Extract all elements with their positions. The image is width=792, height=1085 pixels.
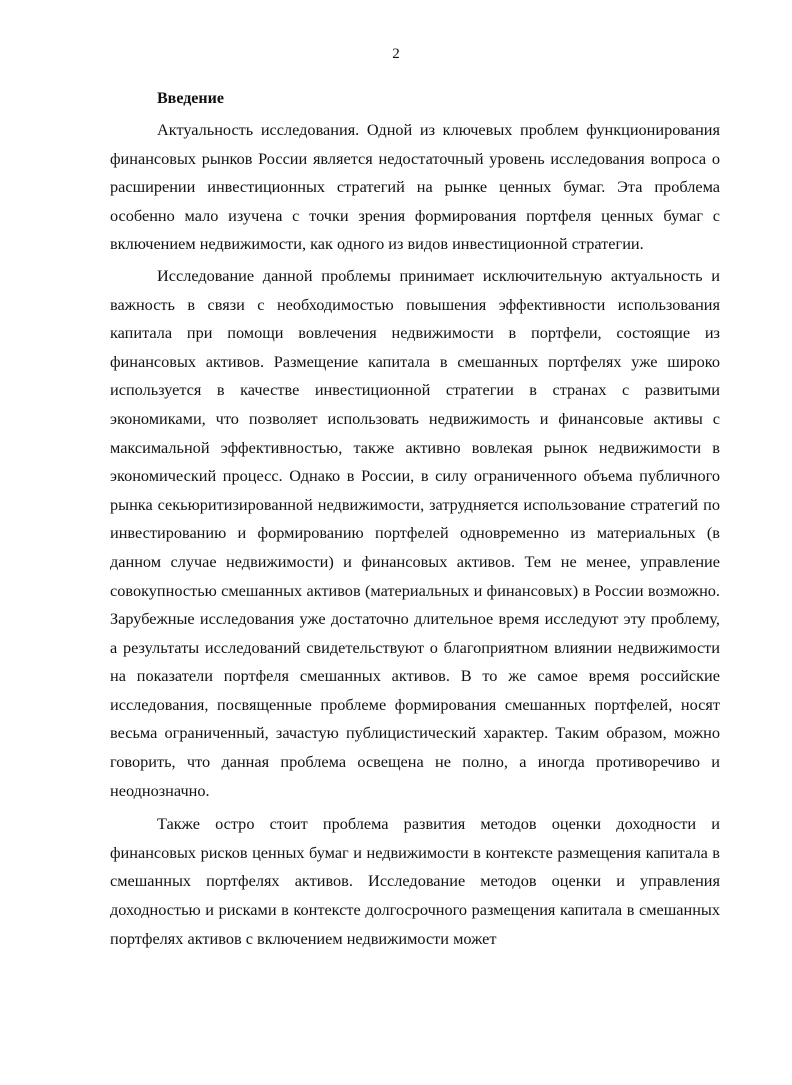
section-heading: Введение bbox=[157, 90, 224, 107]
paragraph-risk-methods: Также остро стоит проблема развития методов оценки доходности и финансовых рисков ценных бумаг и недвижимости в контексте размещения капитала в смешанных портфелях активов. Исследование методов оценки и управления доходностью и рисками в контексте долгосрочного размещения капитала в смешанных портфелях активов с включением недвижимости может bbox=[110, 814, 720, 948]
paragraph-problem-importance: Исследование данной проблемы принимает исключительную актуальность и важность в связи с необходимостью повышения эффективности использования капитала при помощи вовлечения недвижимости в портфели, состоящие из финансовых активов. Размещение капитала в смешанных портфелях уже широко используется в качестве инвестиционной стратегии в странах с развитыми экономиками, что позволяет использовать недвижимость и финансовые активы с максимальной эффективностью, также активно вовлекая рынок недвижимости в экономический процесс. Однако в России, в силу ограниченного объема публичного рынка секьюритизированной недвижимости, затрудняется использование стратегий по инвестированию и формированию портфелей одновременно из материальных (в данном случае недвижимости) и финансовых активов. Тем не менее, управление совокупностью смешанных активов (материальных и финансовых) в России возможно. Зарубежные исследования уже достаточно длительное время исследуют эту проблему, а результаты исследований свидетельствуют о благоприятном влиянии недвижимости на показатели портфеля смешанных активов. В то же самое время российские исследования, посвященные проблеме формирования смешанных портфелей, носят весьма ограниченный, зачастую публицистический характер. Таким образом, можно говорить, что данная проблема освещена не полно, а иногда противоречиво и неоднозначно. bbox=[110, 265, 720, 800]
page-number: 2 bbox=[392, 46, 400, 62]
document-body bbox=[110, 86, 720, 953]
paragraph-relevance: Актуальность исследования. Одной из ключевых проблем функционирования финансовых рынков России является недостаточный уровень исследования вопроса о расширении инвестиционных стратегий на рынке ценных бумаг. Эта проблема особенно мало изучена с точки зрения формирования портфеля ценных бумаг с включением недвижимости, как одного из видов инвестиционной стратегии. bbox=[110, 120, 720, 254]
